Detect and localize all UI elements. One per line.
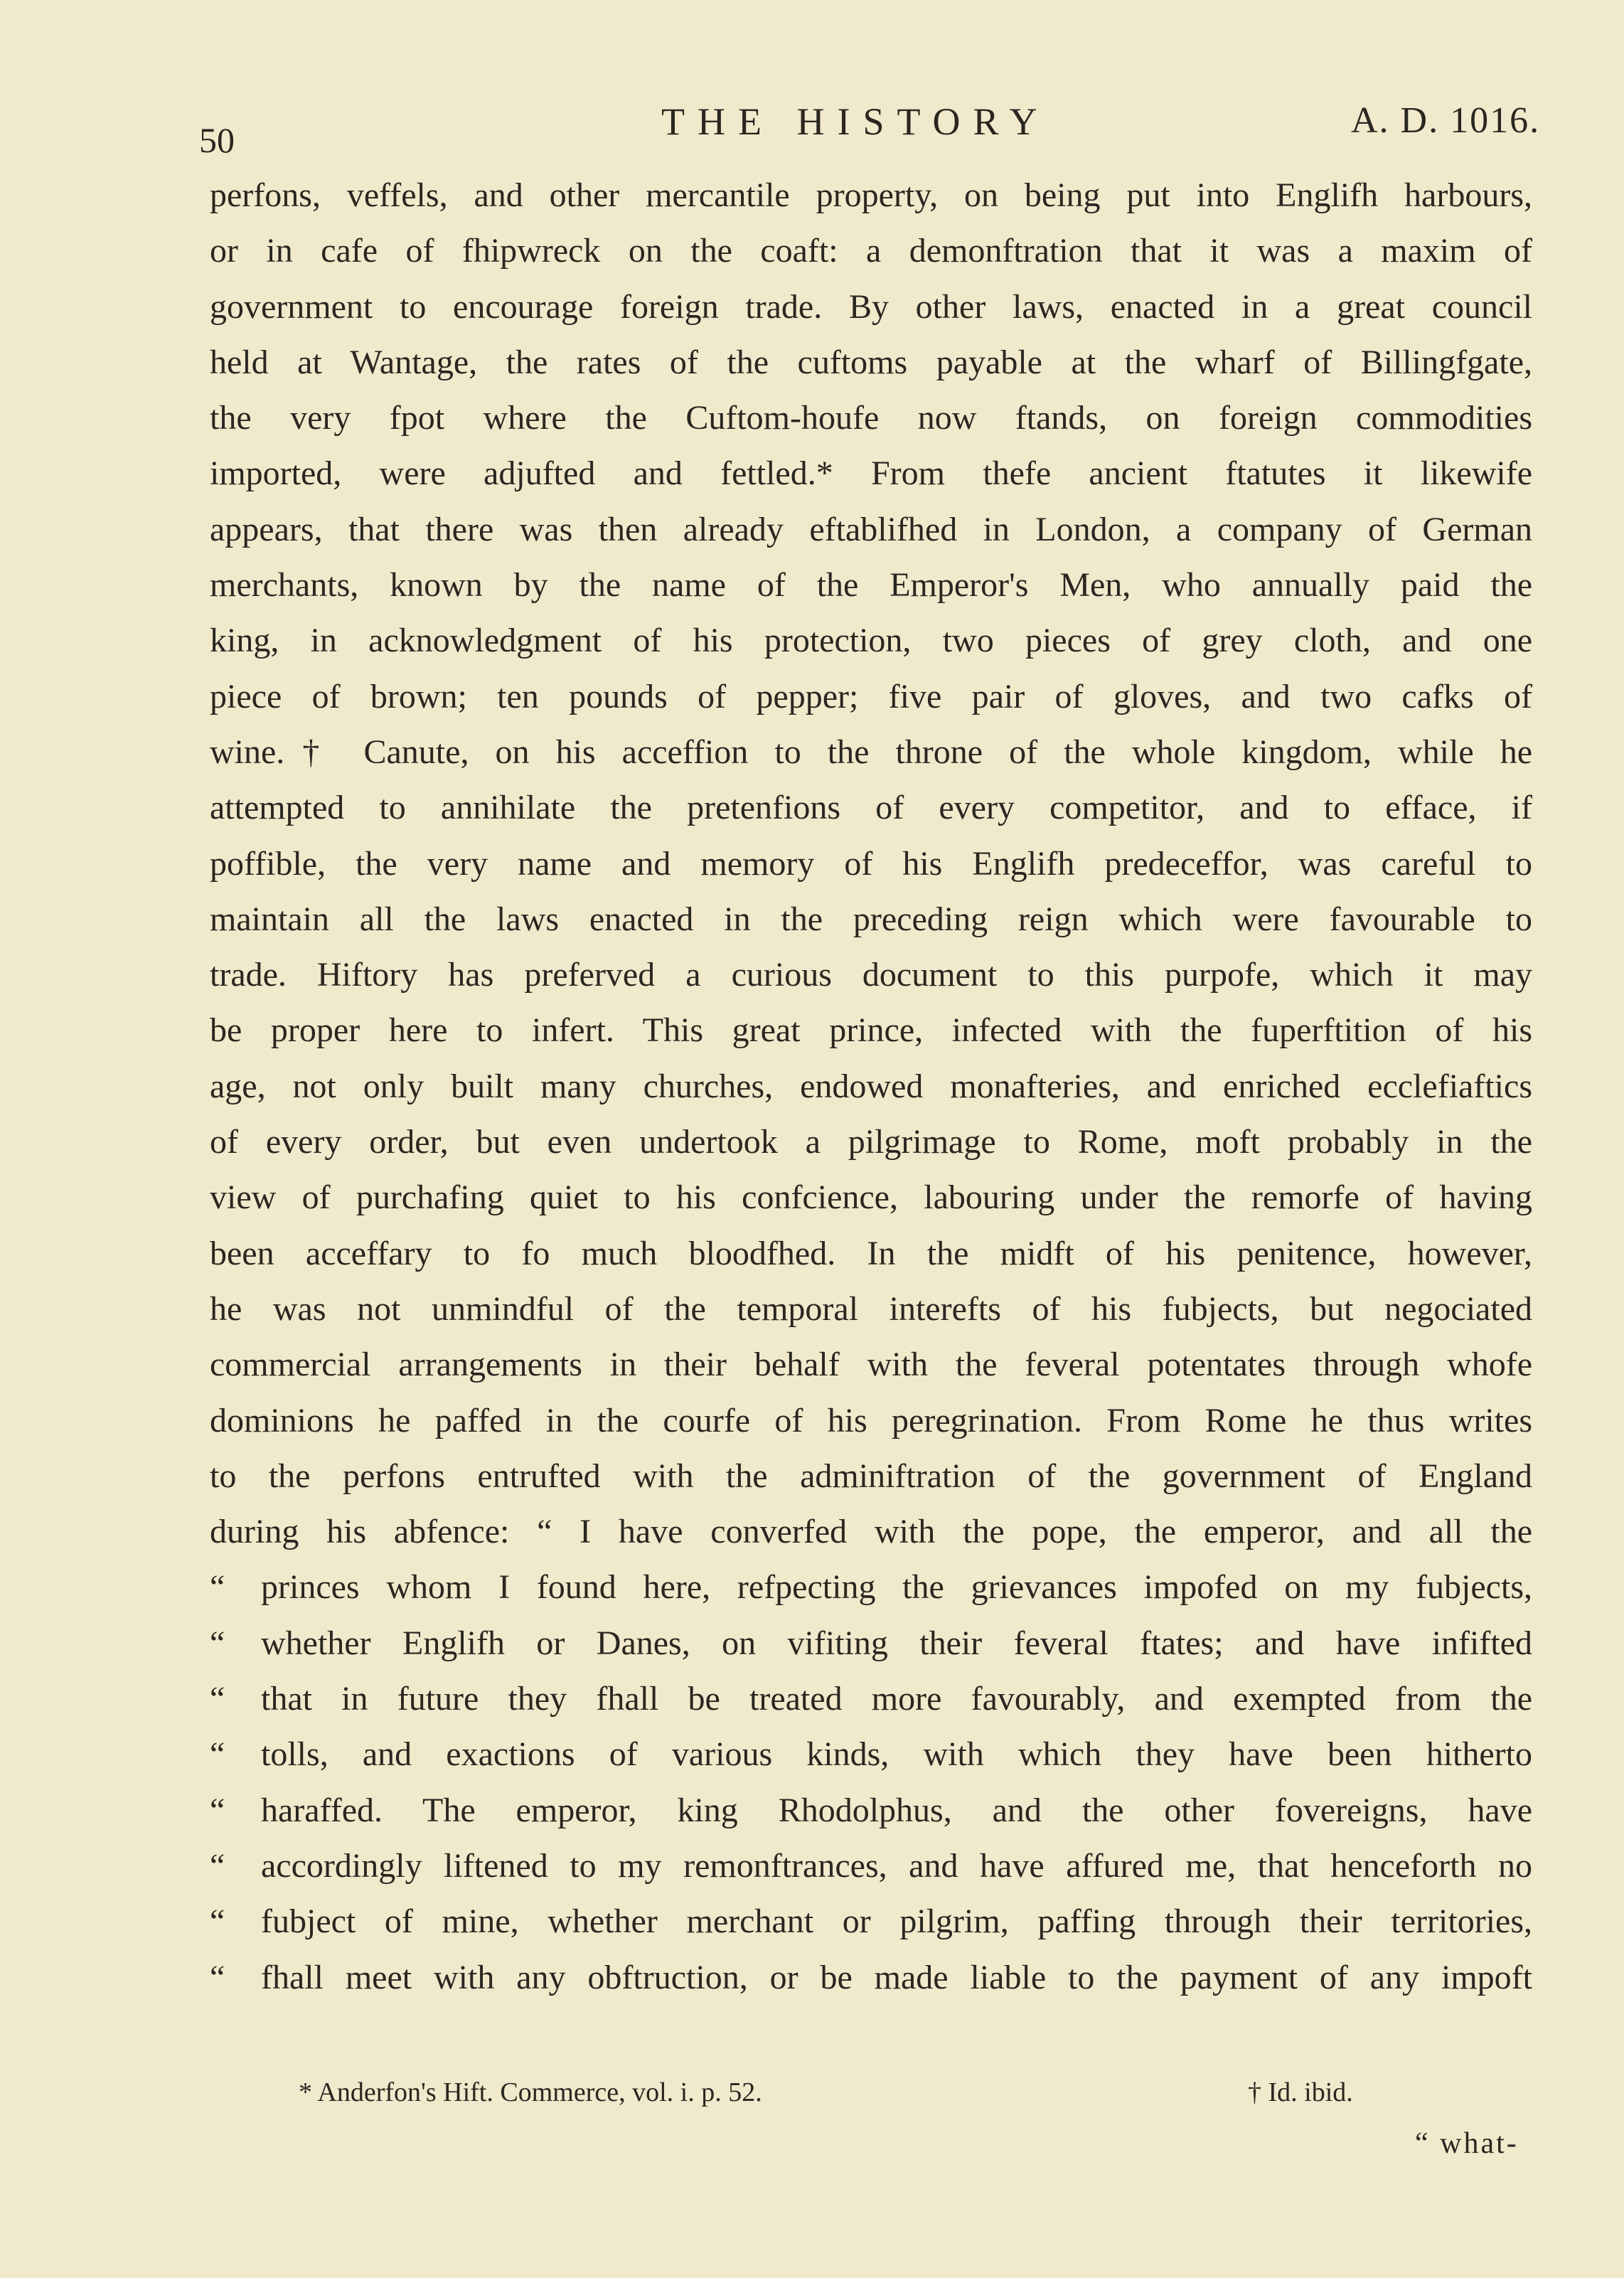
footnote-anderson: * Anderfon's Hift. Commerce, vol. i. p. 52. <box>299 2077 762 2107</box>
catchword: “ what- <box>1415 2127 1519 2160</box>
quote-mark: “ <box>210 1568 225 1607</box>
page-number: 50 <box>199 120 235 160</box>
quote-mark: “ <box>210 1735 225 1774</box>
text-line: maintain all the laws enacted in the preceding reign which were favourable to <box>210 900 1532 938</box>
text-line: wine.† Canute, on his acceffion to the throne of the whole kingdom, while he <box>210 733 1532 771</box>
text-line: been acceffary to fo much bloodfhed. In the midft of his penitence, however, <box>210 1234 1532 1272</box>
text-line: to the perfons entrufted with the adminiftration of the government of England <box>210 1457 1532 1495</box>
body-text <box>210 168 1532 2006</box>
text-line: age, not only built many churches, endowed monafteries, and enriched ecclefiaftics <box>210 1067 1532 1105</box>
text-line: commercial arrangements in their behalf with the feveral potentates through whofe <box>210 1346 1532 1384</box>
text-line: dominions he paffed in the courfe of his peregrination. From Rome he thus writes <box>210 1401 1532 1439</box>
running-title: THE HISTORY <box>661 100 1050 143</box>
text-line: poffible, the very name and memory of his Englifh predeceffor, was careful to <box>210 844 1532 883</box>
text-line: piece of brown; ten pounds of pepper; five pair of gloves, and two cafks of <box>210 677 1532 715</box>
text-line: king, in acknowledgment of his protection, two pieces of grey cloth, and one <box>210 622 1532 660</box>
quoted-text: fubject of mine, whether merchant or pilgrim, paffing through their territories, <box>261 1902 1532 1941</box>
text-line: during his abfence: “ I have converfed with the pope, the emperor, and all the <box>210 1513 1532 1551</box>
quoted-text: fhall meet with any obftruction, or be made liable to the payment of any impoft <box>261 1958 1532 1996</box>
text-line: appears, that there was then already eftablifhed in London, a company of German <box>210 510 1532 548</box>
quote-mark: “ <box>210 1958 225 1996</box>
header-date: A. D. 1016. <box>1351 100 1541 141</box>
quoted-text: accordingly liftened to my remonftrances, and have affured me, that henceforth no <box>261 1846 1532 1885</box>
text-line: be proper here to infert. This great prince, infected with the fuperftition of his <box>210 1011 1532 1050</box>
footnote-ibid: † Id. ibid. <box>1248 2077 1353 2107</box>
quoted-text: haraffed. The emperor, king Rhodolphus, and the other fovereigns, have <box>261 1791 1532 1829</box>
quoted-line <box>210 1838 1532 1894</box>
quoted-text: princes whom I found here, refpecting the grievances impofed on my fubjects, <box>261 1568 1532 1607</box>
text-line: perfons, veffels, and other mercantile property, on being put into Englifh harbours, <box>210 176 1532 214</box>
quoted-line <box>210 1950 1532 2006</box>
quote-mark: “ <box>210 1791 225 1829</box>
text-line: government to encourage foreign trade. By other laws, enacted in a great council <box>210 287 1532 326</box>
text-line: of every order, but even undertook a pilgrimage to Rome, moft probably in the <box>210 1123 1532 1161</box>
quoted-text: whether Englifh or Danes, on vifiting their feveral ftates; and have infifted <box>261 1624 1532 1662</box>
text-line: attempted to annihilate the pretenfions of every competitor, and to efface, if <box>210 789 1532 827</box>
text-line: imported, were adjufted and fettled.* From thefe ancient ftatutes it likewife <box>210 454 1532 493</box>
quote-mark: “ <box>210 1680 225 1718</box>
text-line: he was not unmindful of the temporal interefts of his fubjects, but negociated <box>210 1289 1532 1328</box>
text-line: the very fpot where the Cuftom-houfe now ftands, on foreign commodities <box>210 399 1532 437</box>
text-line: held at Wantage, the rates of the cuftoms payable at the wharf of Billingfgate, <box>210 343 1532 381</box>
quoted-line <box>210 1671 1532 1727</box>
text-line: or in cafe of fhipwreck on the coaft: a demonftration that it was a maxim of <box>210 232 1532 270</box>
quoted-text: tolls, and exactions of various kinds, with which they have been hitherto <box>261 1735 1532 1774</box>
quoted-line <box>210 1783 1532 1838</box>
quote-mark: “ <box>210 1624 225 1662</box>
quoted-line <box>210 1727 1532 1782</box>
text-line: merchants, known by the name of the Emperor's Men, who annually paid the <box>210 566 1532 605</box>
text-line: view of purchafing quiet to his confcience, labouring under the remorfe of having <box>210 1178 1532 1217</box>
quote-mark: “ <box>210 1846 225 1885</box>
quoted-line <box>210 1616 1532 1671</box>
quoted-line <box>210 1894 1532 1949</box>
quote-mark: “ <box>210 1902 225 1941</box>
text-line: trade. Hiftory has preferved a curious document to this purpofe, which it may <box>210 956 1532 994</box>
quoted-text: that in future they fhall be treated more favourably, and exempted from the <box>261 1680 1532 1718</box>
quoted-line <box>210 1560 1532 1615</box>
